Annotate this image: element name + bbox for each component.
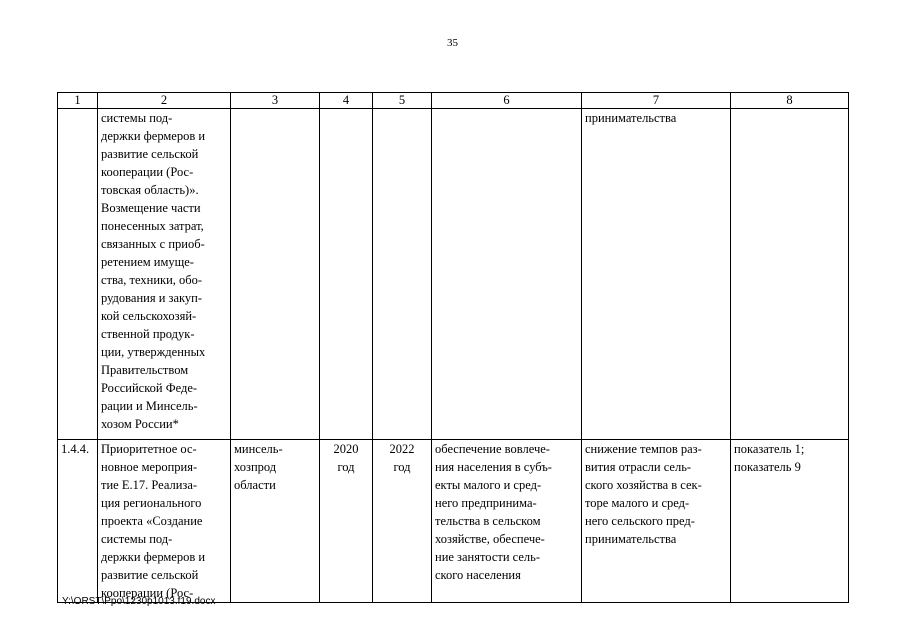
header-cell: 6	[432, 93, 582, 109]
page-number: 35	[447, 37, 458, 49]
header-cell: 8	[731, 93, 849, 109]
header-cell: 1	[58, 93, 98, 109]
cell-expected-result	[432, 109, 582, 440]
cell-start-year: 2020 год	[320, 440, 373, 603]
header-cell: 2	[98, 93, 231, 109]
cell-executor: минсель- хозпрод области	[231, 440, 320, 603]
cell-measure-name: Приоритетное ос- новное мероприя- тие Е.17. Реализа- ция регионального проекта «Создание системы под- держки фермеров и развитие сельской кооперации (Рос-	[98, 440, 231, 603]
cell-consequences: снижение темпов раз- вития отрасли сель- ского хозяйства в сек- торе малого и сред- него сельского пред- принимательства	[582, 440, 731, 603]
cell-number: 1.4.4.	[58, 440, 98, 603]
cell-executor	[231, 109, 320, 440]
header-cell: 4	[320, 93, 373, 109]
cell-end-year	[373, 109, 432, 440]
header-cell: 7	[582, 93, 731, 109]
header-cell: 3	[231, 93, 320, 109]
table-row-continued	[58, 109, 849, 440]
cell-start-year	[320, 109, 373, 440]
cell-indicators	[731, 109, 849, 440]
cell-consequences: принимательства	[582, 109, 731, 440]
measures-table	[57, 92, 849, 603]
cell-expected-result: обеспечение вовлече- ния населения в субъ- екты малого и сред- него предпринима- тельства в сельском хозяйстве, обеспече- ние занятости сель- ского населения	[432, 440, 582, 603]
header-row	[58, 93, 849, 109]
cell-indicators: показатель 1; показатель 9	[731, 440, 849, 603]
header-cell: 5	[373, 93, 432, 109]
cell-end-year: 2022 год	[373, 440, 432, 603]
footer-file-path: Y:\ORST\Ppo\1230p1013.f19.docx	[62, 596, 216, 607]
table-row-1-4-4	[58, 440, 849, 603]
cell-number	[58, 109, 98, 440]
cell-measure-name: системы под- держки фермеров и развитие сельской кооперации (Рос- товская область)». Возмещение части понесенных затрат, связанных с приоб- ретением имуще- ства, техники, обо- рудования и закуп- кой сельскохозяй- ственной продук- ции, утвержденных Правительством Российской Феде- рации и Минсель- хозом России*	[98, 109, 231, 440]
